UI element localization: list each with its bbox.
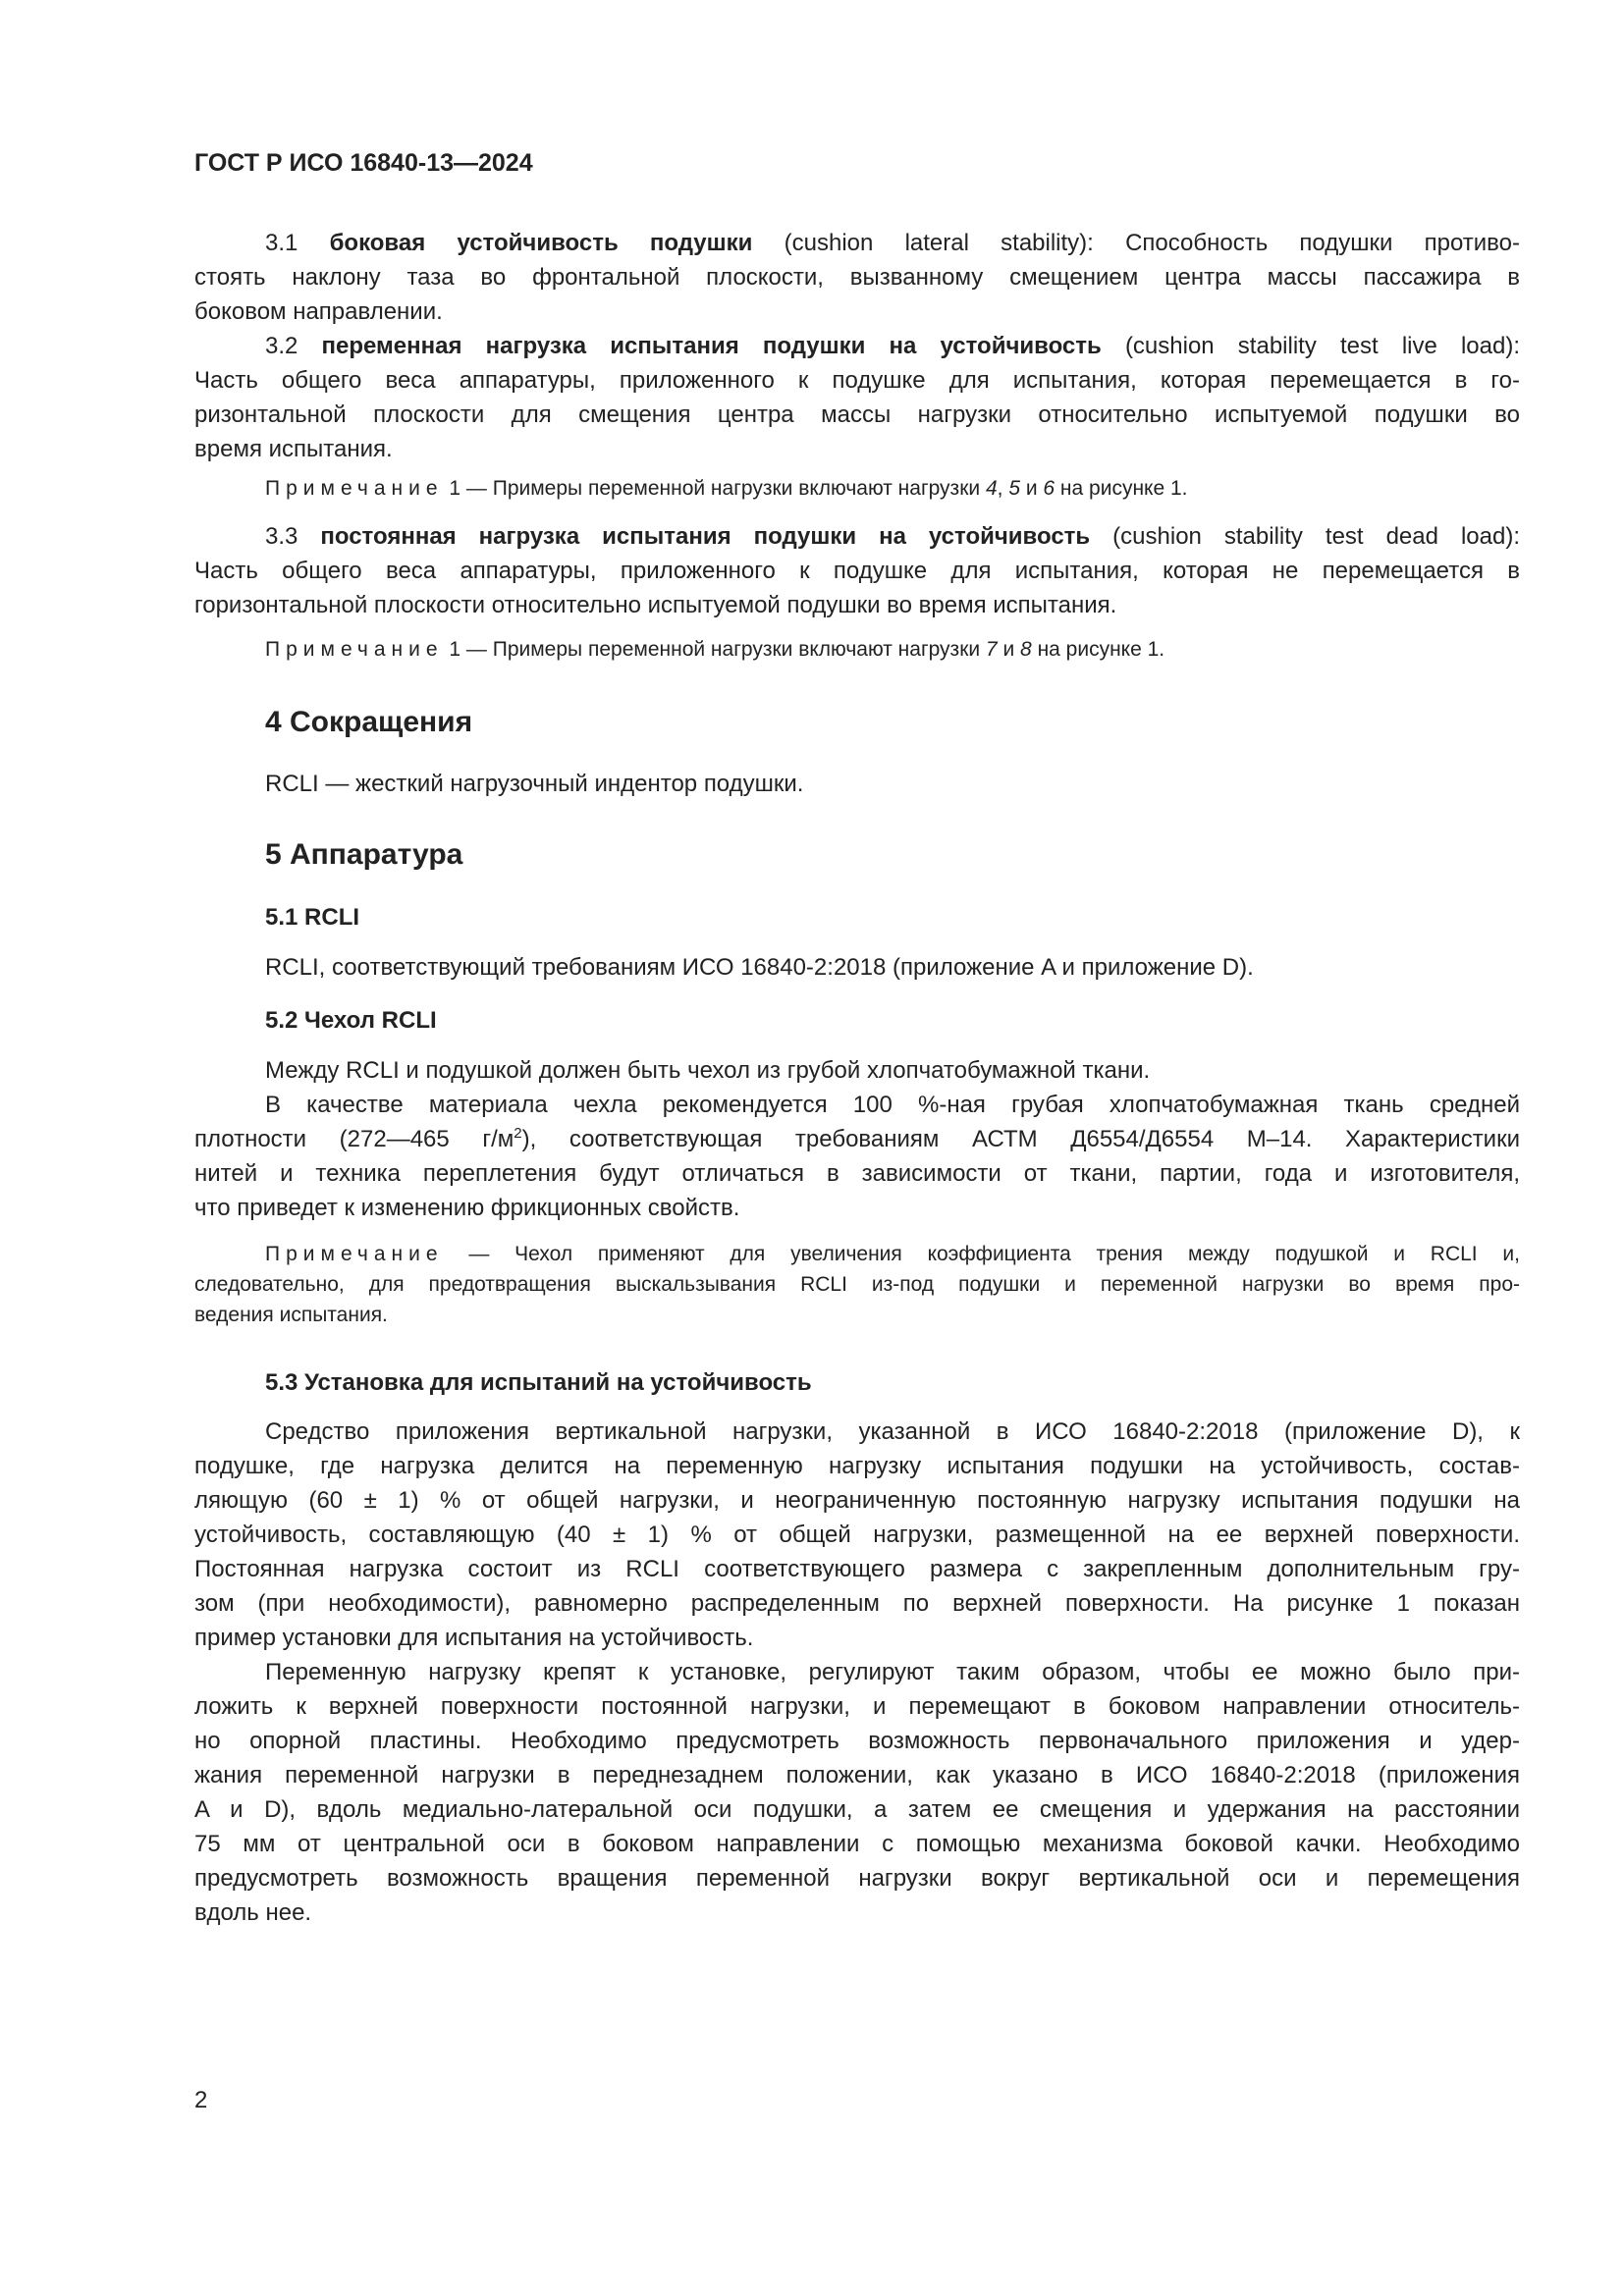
- note-3-3: [194, 634, 1520, 665]
- text-line: [194, 260, 1520, 294]
- text-line: [194, 767, 1520, 801]
- section-5-2-heading: [194, 1003, 1520, 1038]
- note-5-2: [194, 1239, 1520, 1330]
- text-line: [194, 519, 1520, 554]
- text-run: 5.3 Установка для испытаний на устойчивость: [265, 1369, 812, 1396]
- text-run: RCLI — жесткий нагрузочный индентор подушки.: [265, 771, 804, 797]
- section-5-3-heading: [194, 1365, 1520, 1400]
- text-line: [194, 1053, 1520, 1088]
- note-label: Примечание: [265, 477, 444, 500]
- term: постоянная нагрузка испытания подушки на устойчивость: [320, 523, 1091, 550]
- text-line: [194, 1483, 1520, 1518]
- note-label: Примечание: [265, 1243, 444, 1265]
- text-line: [194, 226, 1520, 260]
- text-line: [194, 1827, 1520, 1861]
- text-run: Переменную нагрузку крепят к установке, регулируют таким образом, чтобы ее можно было при-: [265, 1659, 1520, 1685]
- text-line: [194, 1122, 1520, 1156]
- text-run: В качестве материала чехла рекомендуется 100 %-ная грубая хлопчатобумажная ткань средней: [265, 1092, 1520, 1118]
- text-line: [194, 1621, 1520, 1655]
- def-3-2: [194, 329, 1520, 466]
- text-run: 4 Сокращения: [265, 706, 473, 738]
- text-run: 5.2 Чехол RCLI: [265, 1007, 437, 1034]
- text-run: предусмотреть возможность вращения переменной нагрузки вокруг вертикальной оси и перемещения: [194, 1865, 1520, 1892]
- term: боковая устойчивость подушки: [329, 230, 753, 256]
- text-run: A и D), вдоль медиально-латеральной оси подушки, а затем ее смещения и удержания на расстоянии: [194, 1796, 1520, 1823]
- text-run: пример установки для испытания на устойчивость.: [194, 1625, 754, 1651]
- text-run: 5: [1008, 477, 1020, 500]
- text-line: [194, 634, 1520, 665]
- section-heading: [194, 837, 1520, 872]
- text-run: 7: [985, 638, 998, 661]
- section-5-heading: [194, 837, 1520, 872]
- text-run: вдоль нее.: [194, 1899, 312, 1926]
- text-line: [194, 1415, 1520, 1449]
- text-run: нитей и техника переплетения будут отличаться в зависимости от ткани, партии, года и изготовителя,: [194, 1160, 1520, 1187]
- text-run: Часть общего веса аппаратуры, приложенного к подушке для испытания, которая перемещается в го-: [194, 367, 1520, 394]
- para-5-1: [194, 950, 1520, 985]
- text-line: [194, 1191, 1520, 1225]
- text-run: зом (при необходимости), равномерно распределенным по верхней поверхности. На рисунке 1 показан: [194, 1590, 1520, 1617]
- def-3-3: [194, 519, 1520, 622]
- text-line: [194, 1518, 1520, 1552]
- text-run: Постоянная нагрузка состоит из RCLI соответствующего размера с закрепленным дополнительным гру-: [194, 1556, 1520, 1582]
- text-run: 1 — Примеры переменной нагрузки включают нагрузки: [443, 477, 986, 500]
- text-run: Между RCLI и подушкой должен быть чехол из грубой хлопчатобумажной ткани.: [265, 1057, 1151, 1084]
- section-heading: [194, 705, 1520, 739]
- text-line: [194, 1861, 1520, 1896]
- text-run: Часть общего веса аппаратуры, приложенного к подушке для испытания, которая не перемещается в: [194, 558, 1520, 584]
- section-heading: [194, 1365, 1520, 1400]
- text-run: ложить к верхней поверхности постоянной нагрузки, и перемещают в боковом направлении относитель-: [194, 1693, 1520, 1720]
- abbr-rcli: [194, 767, 1520, 801]
- text-line: [194, 1689, 1520, 1724]
- text-run: жания переменной нагрузки в переднезаднем положении, как указано в ИСО 16840-2:2018 (приложения: [194, 1762, 1520, 1789]
- text-run: Средство приложения вертикальной нагрузки, указанной в ИСО 16840-2:2018 (приложение D), к: [265, 1418, 1520, 1445]
- text-run: на рисунке 1.: [1055, 477, 1188, 500]
- note-label: Примечание: [265, 638, 444, 661]
- para-5-2-b: [194, 1088, 1520, 1225]
- text-run: 5.1 RCLI: [265, 904, 360, 931]
- text-line: [194, 1239, 1520, 1269]
- text-run: 5 Аппаратура: [265, 838, 463, 871]
- text-line: [194, 1088, 1520, 1122]
- text-line: [194, 1655, 1520, 1689]
- text-line: [194, 398, 1520, 432]
- page-number: 2: [194, 2087, 208, 2113]
- text-run: 3.1: [265, 230, 330, 256]
- document-header: ГОСТ Р ИСО 16840-13—2024: [194, 149, 533, 177]
- para-5-3-b: [194, 1655, 1520, 1930]
- text-run: RCLI, соответствующий требованиям ИСО 16840-2:2018 (приложение A и приложение D).: [265, 954, 1254, 981]
- def-3-1: [194, 226, 1520, 329]
- text-line: [194, 950, 1520, 985]
- text-run: следовательно, для предотвращения выскальзывания RCLI из-под подушки и переменной нагрузки во время про-: [194, 1273, 1520, 1296]
- text-run: — Чехол применяют для увеличения коэффициента трения между подушкой и RCLI и,: [443, 1243, 1520, 1265]
- text-line: [194, 1300, 1520, 1330]
- text-line: [194, 1552, 1520, 1586]
- text-run: горизонтальной плоскости относительно испытуемой подушки во время испытания.: [194, 592, 1117, 618]
- section-heading: [194, 900, 1520, 934]
- text-run: ), соответствующая требованиям АСТМ Д6554/Д6554 М–14. Характеристики: [521, 1126, 1520, 1152]
- note-3-2: [194, 473, 1520, 504]
- text-run: 2: [514, 1125, 522, 1142]
- text-run: (cushion lateral stability): Способность подушки противо-: [752, 230, 1521, 256]
- text-run: 4: [985, 477, 998, 500]
- text-line: [194, 1269, 1520, 1300]
- text-line: [194, 1586, 1520, 1621]
- text-run: (cushion stability test dead load):: [1090, 523, 1520, 550]
- text-line: [194, 294, 1520, 329]
- text-run: подушке, где нагрузка делится на переменную нагрузку испытания подушки на устойчивость, состав-: [194, 1453, 1520, 1479]
- text-run: стоять наклону таза во фронтальной плоскости, вызванному смещением центра массы пассажира в: [194, 264, 1520, 291]
- text-line: [194, 363, 1520, 398]
- text-run: (cushion stability test live load):: [1101, 333, 1521, 359]
- text-line: [194, 432, 1520, 466]
- text-run: 8: [1020, 638, 1032, 661]
- para-5-3-a: [194, 1415, 1520, 1655]
- text-line: [194, 1896, 1520, 1930]
- section-heading: [194, 1003, 1520, 1038]
- text-run: что приведет к изменению фрикционных свойств.: [194, 1195, 740, 1221]
- term: переменная нагрузка испытания подушки на устойчивость: [321, 333, 1102, 359]
- text-run: 75 мм от центральной оси в боковом направлении с помощью механизма боковой качки. Необходимо: [194, 1831, 1520, 1857]
- text-run: и: [1020, 477, 1044, 500]
- text-run: устойчивость, составляющую (40 ± 1) % от общей нагрузки, размещенной на ее верхней поверхности.: [194, 1522, 1520, 1548]
- section-4-heading: [194, 705, 1520, 739]
- text-run: плотности (272—465 г/м: [194, 1126, 514, 1152]
- text-run: боковом направлении.: [194, 298, 443, 325]
- text-run: 3.3: [265, 523, 321, 550]
- text-line: [194, 554, 1520, 588]
- text-line: [194, 1792, 1520, 1827]
- text-run: на рисунке 1.: [1031, 638, 1165, 661]
- section-5-1-heading: [194, 900, 1520, 934]
- text-run: ризонтальной плоскости для смещения центра массы нагрузки относительно испытуемой подушки во: [194, 401, 1520, 428]
- text-line: [194, 1449, 1520, 1483]
- text-run: 3.2: [265, 333, 322, 359]
- text-run: время испытания.: [194, 436, 393, 462]
- text-line: [194, 1156, 1520, 1191]
- text-run: ляющую (60 ± 1) % от общей нагрузки, и неограниченную постоянную нагрузку испытания подушки на: [194, 1487, 1520, 1514]
- text-line: [194, 1758, 1520, 1792]
- text-run: и: [997, 638, 1021, 661]
- text-run: 6: [1043, 477, 1056, 500]
- text-line: [194, 473, 1520, 504]
- text-line: [194, 588, 1520, 622]
- text-run: ,: [997, 477, 1009, 500]
- text-run: ведения испытания.: [194, 1304, 388, 1326]
- text-line: [194, 329, 1520, 363]
- text-run: но опорной пластины. Необходимо предусмотреть возможность первоначального приложения и удер-: [194, 1728, 1520, 1754]
- para-5-2-a: [194, 1053, 1520, 1088]
- text-run: 1 — Примеры переменной нагрузки включают нагрузки: [443, 638, 986, 661]
- text-line: [194, 1724, 1520, 1758]
